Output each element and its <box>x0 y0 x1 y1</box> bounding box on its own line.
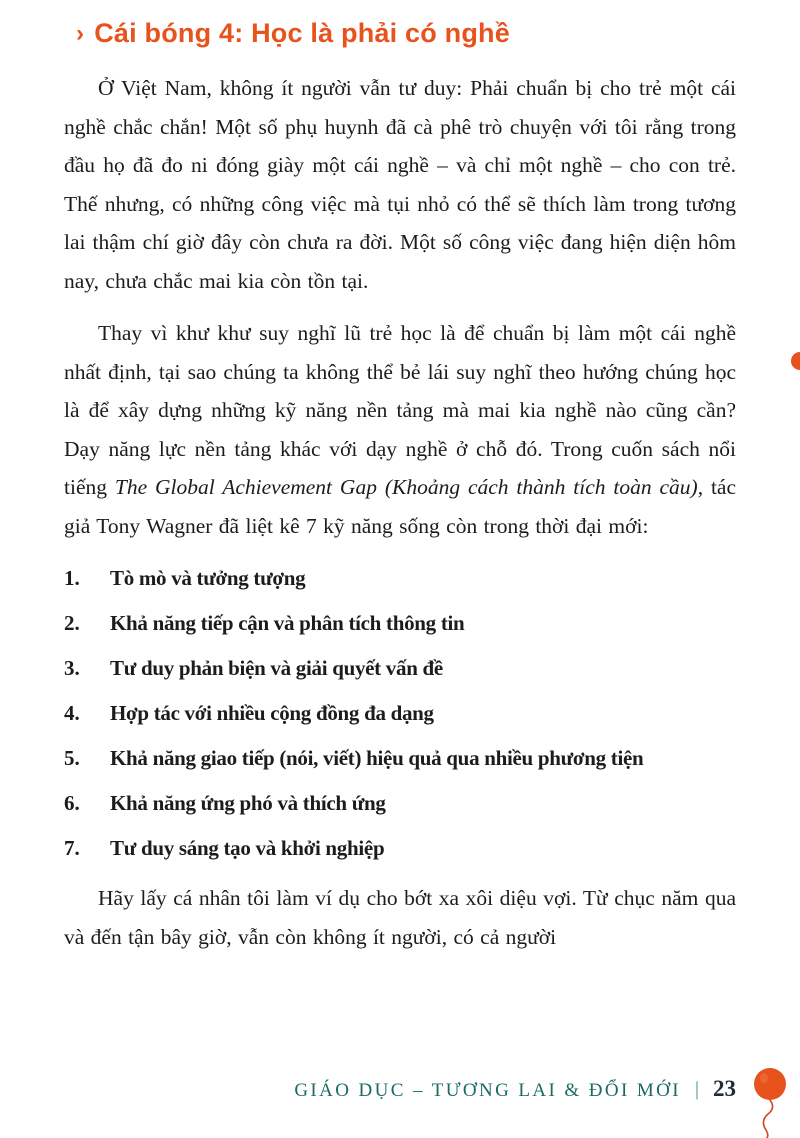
list-item-number: 2. <box>64 611 80 635</box>
list-item-text: Hợp tác với nhiều cộng đồng đa dạng <box>110 701 434 725</box>
list-item-number: 4. <box>64 701 80 725</box>
paragraph-2-text: Thay vì khư khư suy nghĩ lũ trẻ học là để chuẩn bị làm một cái nghề nhất định, tại sao chúng ta không thể bẻ lái suy nghĩ theo hướng chúng học là để xây dựng những kỹ năng nền tảng mà mai kia nghề nào cũng cần? Dạy năng lực nền tảng khác với dạy nghề ở chỗ đó. Trong cuốn sách nổi tiếng <box>64 321 736 499</box>
paragraph-3: Hãy lấy cá nhân tôi làm ví dụ cho bớt xa xôi diệu vợi. Từ chục năm qua và đến tận bây giờ, vẫn còn không ít người, có cả người <box>64 886 736 949</box>
paragraph-2-text-end: , tác giả Tony Wagner đã liệt kê 7 kỹ năng sống còn trong thời đại mới: <box>64 475 736 538</box>
list-item-number: 7. <box>64 836 80 860</box>
list-item-number: 6. <box>64 791 80 815</box>
balloon-icon <box>748 1066 792 1138</box>
book-title-italic: The Global Achievement Gap (Khoảng cách thành tích toàn cầu) <box>114 475 698 499</box>
section-title-text: Cái bóng 4: Học là phải có nghề <box>94 18 510 48</box>
page-content <box>64 14 736 970</box>
list-item <box>64 694 736 732</box>
list-item <box>64 604 736 642</box>
list-item-number: 3. <box>64 656 80 680</box>
list-item-text: Tư duy sáng tạo và khởi nghiệp <box>110 836 385 860</box>
list-item-text: Khả năng ứng phó và thích ứng <box>110 791 386 815</box>
list-item <box>64 559 736 597</box>
footer-separator: | <box>694 1078 699 1100</box>
list-item-text: Khả năng tiếp cận và phân tích thông tin <box>110 611 465 635</box>
list-item-text: Tò mò và tưởng tượng <box>110 566 306 590</box>
page-footer <box>294 1076 736 1102</box>
paragraph-1: Ở Việt Nam, không ít người vẫn tư duy: Phải chuẩn bị cho trẻ một cái nghề chắc chắn! Một số phụ huynh đã cà phê trò chuyện với tôi rằng trong đầu họ đã đo ni đóng giày một cái nghề – và chỉ một nghề – cho con trẻ. Thế nhưng, có những công việc mà tụi nhỏ có thể sẽ thích làm trong tương lai thậm chí giờ đây còn chưa ra đời. Một số công việc đang hiện diện hôm nay, chưa chắc mai kia còn tồn tại. <box>64 76 736 293</box>
list-item-number: 5. <box>64 746 80 770</box>
list-item-text: Khả năng giao tiếp (nói, viết) hiệu quả qua nhiều phương tiện <box>110 746 644 770</box>
list-item-text: Tư duy phản biện và giải quyết vấn đề <box>110 656 443 680</box>
list-item <box>64 829 736 867</box>
list-item <box>64 784 736 822</box>
list-item <box>64 739 736 777</box>
list-item-number: 1. <box>64 566 80 590</box>
skills-list <box>64 559 736 867</box>
running-footer-title: GIÁO DỤC – TƯƠNG LAI & ĐỔI MỚI <box>294 1080 681 1101</box>
chevron-marker-icon: › <box>76 20 85 47</box>
list-item <box>64 649 736 687</box>
paragraph-2 <box>64 314 736 545</box>
page-number: 23 <box>713 1076 736 1101</box>
page-edge-dot-icon <box>791 352 800 370</box>
section-title <box>76 18 736 49</box>
